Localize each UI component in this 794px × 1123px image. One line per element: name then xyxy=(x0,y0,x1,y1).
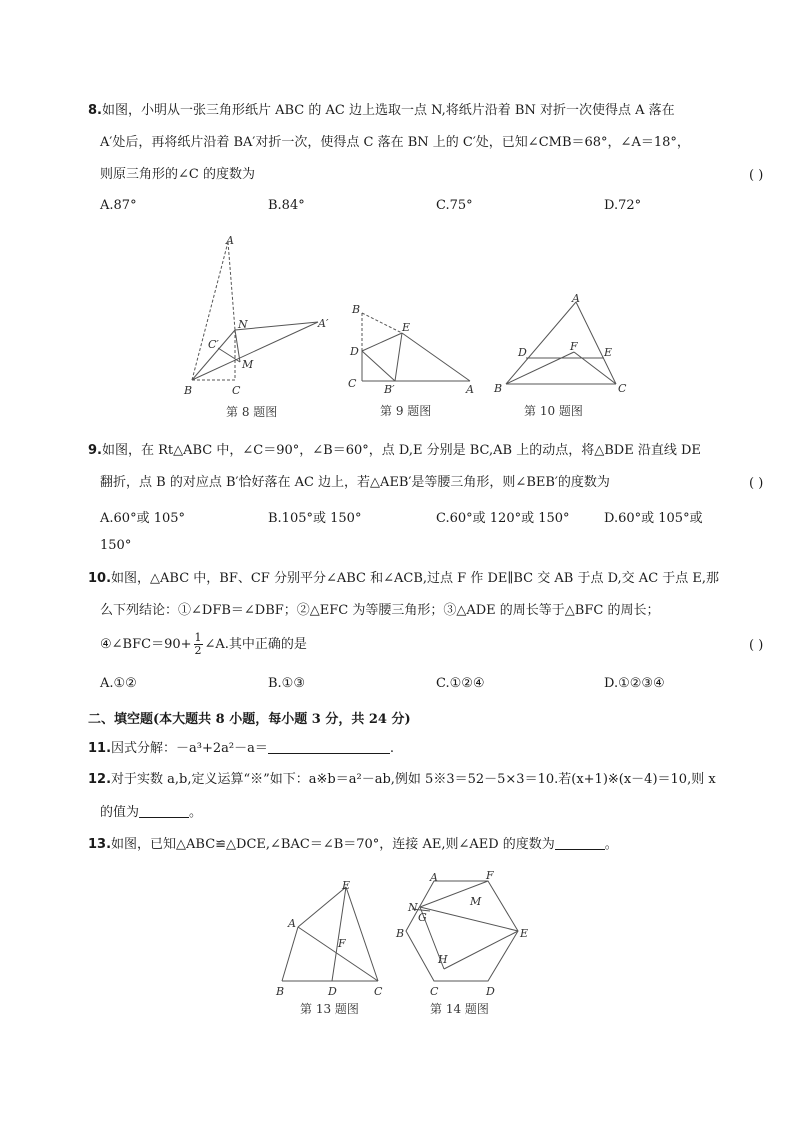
fig8-label-m: M xyxy=(242,358,254,371)
q10-option-b: B.①③ xyxy=(268,676,305,691)
fig10-label-c: C xyxy=(618,382,627,395)
figure-13 xyxy=(270,875,390,1020)
figure-10 xyxy=(490,290,635,425)
q13-answer-blank[interactable] xyxy=(555,835,605,850)
q12-line2: 的值为 。 xyxy=(100,805,203,820)
fig10-label-a: A xyxy=(572,292,580,305)
q10-fraction: $\frac{1}{2}$ xyxy=(194,631,202,657)
q10-option-a: A.①② xyxy=(100,676,137,691)
fig10-label-e: E xyxy=(604,346,613,359)
q9-line2: 翻折，点 B 的对应点 B′恰好落在 AC 边上，若△AEB′是等腰三角形，则∠BEB′的度数为 xyxy=(100,475,610,490)
q8-line3: 则原三角形的∠C 的度数为 xyxy=(100,167,255,182)
q10-option-c: C.①②④ xyxy=(436,676,485,691)
q10-line2: 么下列结论：①∠DFB＝∠DBF；②△EFC 为等腰三角形；③△ADE 的周长等于△BFC 的周长； xyxy=(100,603,660,618)
q9-option-a: A.60°或 105° xyxy=(100,511,186,526)
q8-option-d: D.72° xyxy=(604,198,642,213)
fig14-label-h: H xyxy=(438,953,448,966)
q8-line2: A′处后，再将纸片沿着 BA′对折一次，使得点 C 落在 BN 上的 C′处，已知∠CMB＝68°，∠A＝18°， xyxy=(100,135,690,150)
fig8-label-c: C xyxy=(232,384,241,397)
q8-option-c: C.75° xyxy=(436,198,473,213)
fig14-caption: 第 14 题图 xyxy=(430,1002,489,1016)
fig13-label-c: C xyxy=(374,985,383,998)
q12-answer-blank[interactable] xyxy=(139,803,189,818)
q13-line: 13.如图，已知△ABC≌△DCE,∠BAC＝∠B＝70°，连接 AE,则∠AED 的度数为 。 xyxy=(88,837,618,852)
fig10-label-d: D xyxy=(518,346,527,359)
q12-number: 12. xyxy=(88,772,112,787)
q8-option-b: B.84° xyxy=(268,198,305,213)
fig8-label-a: A xyxy=(226,234,234,247)
q8-line1: 8.如图，小明从一张三角形纸片 ABC 的 AC 边上选取一点 N,将纸片沿着 BN 对折一次使得点 A 落在 xyxy=(88,103,675,118)
fig14-label-c: C xyxy=(430,985,439,998)
q9-option-d-overflow: 150° xyxy=(100,538,132,553)
fig9-caption: 第 9 题图 xyxy=(380,404,432,418)
section-2-title: 二、填空题(本大题共 8 小题，每小题 3 分，共 24 分) xyxy=(88,712,411,727)
q10-line1: 10.如图，△ABC 中，BF、CF 分别平分∠ABC 和∠ACB,过点 F 作 DE∥BC 交 AB 于点 D,交 AC 于点 E,那 xyxy=(88,571,720,586)
fig13-caption: 第 13 题图 xyxy=(300,1002,359,1016)
fig14-label-m: M xyxy=(470,895,482,908)
fig8-caption: 第 8 题图 xyxy=(226,405,278,419)
q10-number: 10. xyxy=(88,571,112,586)
q10-option-d: D.①②③④ xyxy=(604,676,665,691)
fig9-label-d: D xyxy=(350,345,359,358)
fig9-label-b-prime: B′ xyxy=(384,383,395,396)
fig9-label-a: A xyxy=(466,383,474,396)
fig9-label-c: C xyxy=(348,377,357,390)
q9-number: 9. xyxy=(88,443,102,458)
q9-option-c: C.60°或 120°或 150° xyxy=(436,511,570,526)
fig10-label-f: F xyxy=(570,340,578,353)
fig13-label-f: F xyxy=(338,937,346,950)
q11-line: 11.因式分解：－a³+2a²－a＝ . xyxy=(88,741,395,756)
fig13-label-a: A xyxy=(288,917,296,930)
fig8-label-b: B xyxy=(184,384,193,397)
fig8-label-n: N xyxy=(238,318,248,331)
q8-answer-paren: ( ) xyxy=(749,168,764,183)
fig10-caption: 第 10 题图 xyxy=(524,404,583,418)
fig14-label-e: E xyxy=(520,927,529,940)
q9-answer-paren: ( ) xyxy=(749,476,764,491)
figure-9 xyxy=(340,295,485,425)
q9-option-b: B.105°或 150° xyxy=(268,511,362,526)
q8-number: 8. xyxy=(88,103,102,118)
fig14-label-n: N xyxy=(408,901,418,914)
fig8-label-a-prime: A′ xyxy=(318,317,329,330)
fig14-label-g: G xyxy=(418,911,427,924)
q13-number: 13. xyxy=(88,837,112,852)
fig13-label-b: B xyxy=(276,985,285,998)
q11-answer-blank[interactable] xyxy=(268,739,390,754)
q9-line1: 9.如图，在 Rt△ABC 中，∠C＝90°，∠B＝60°，点 D,E 分别是 BC,AB 上的动点，将△BDE 沿直线 DE xyxy=(88,443,701,458)
q9-option-d: D.60°或 105°或 xyxy=(604,511,703,526)
fig13-label-e: E xyxy=(342,879,351,892)
fig14-label-f: F xyxy=(486,869,494,882)
fig10-label-b: B xyxy=(494,382,503,395)
q8-option-a: A.87° xyxy=(100,198,137,213)
fig14-label-b: B xyxy=(396,927,405,940)
fig9-label-e: E xyxy=(402,321,411,334)
fig14-label-d: D xyxy=(486,985,495,998)
figure-14 xyxy=(390,865,540,1020)
fig8-label-c-prime: C′ xyxy=(208,338,219,351)
fig13-label-d: D xyxy=(328,985,337,998)
fig14-label-a: A xyxy=(430,871,438,884)
q10-answer-paren: ( ) xyxy=(749,638,764,653)
q10-line3: ④∠BFC＝90+ $\frac{1}{2}$ ∠A.其中正确的是 xyxy=(100,631,307,657)
fig9-label-b: B xyxy=(352,303,361,316)
q11-number: 11. xyxy=(88,741,112,756)
figure-8 xyxy=(180,230,340,425)
q12-line1: 12.对于实数 a,b,定义运算“※”如下：a※b＝a²－ab,例如 5※3＝52－5×3＝10.若(x+1)※(x－4)＝10,则 x xyxy=(88,772,716,787)
